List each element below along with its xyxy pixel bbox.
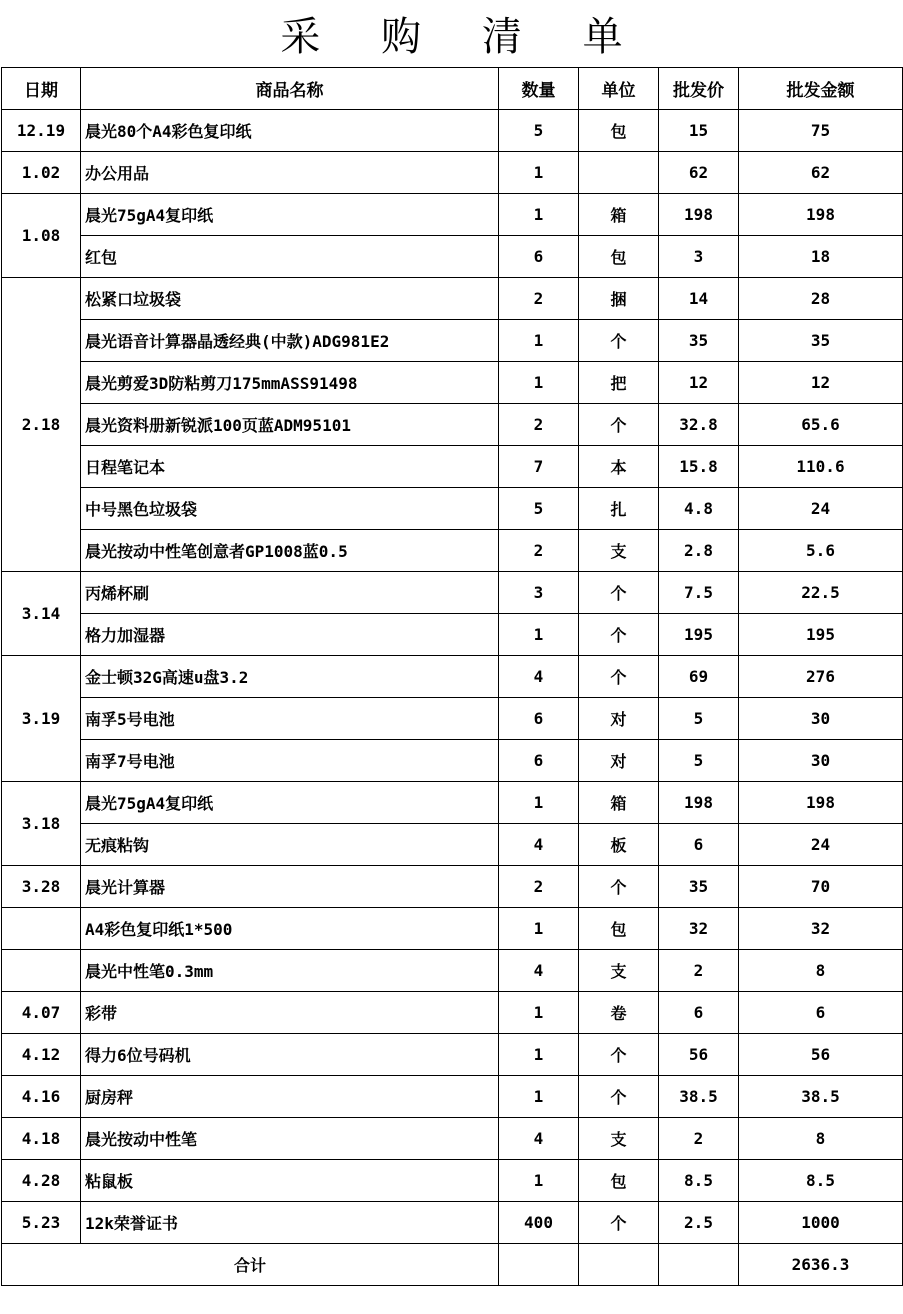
table-row <box>2 866 903 908</box>
date-cell: 4.16 <box>2 1076 81 1118</box>
item-name-cell: 厨房秤 <box>81 1076 499 1118</box>
amount-cell: 22.5 <box>739 572 903 614</box>
quantity-cell: 4 <box>499 824 579 866</box>
table-row <box>2 194 903 236</box>
item-name-cell: 南孚5号电池 <box>81 698 499 740</box>
price-cell: 7.5 <box>659 572 739 614</box>
unit-cell: 个 <box>579 1076 659 1118</box>
price-cell: 14 <box>659 278 739 320</box>
price-cell: 3 <box>659 236 739 278</box>
amount-cell: 276 <box>739 656 903 698</box>
quantity-cell: 2 <box>499 278 579 320</box>
table-row <box>2 446 903 488</box>
item-name-cell: 晨光计算器 <box>81 866 499 908</box>
table-row <box>2 572 903 614</box>
table-row <box>2 1160 903 1202</box>
item-name-cell: 办公用品 <box>81 152 499 194</box>
table-row <box>2 278 903 320</box>
header-name: 商品名称 <box>81 68 499 110</box>
amount-cell: 28 <box>739 278 903 320</box>
quantity-cell: 2 <box>499 866 579 908</box>
table-row <box>2 740 903 782</box>
unit-cell: 对 <box>579 698 659 740</box>
item-name-cell: A4彩色复印纸1*500 <box>81 908 499 950</box>
table-row <box>2 320 903 362</box>
date-cell: 12.19 <box>2 110 81 152</box>
item-name-cell: 晨光80个A4彩色复印纸 <box>81 110 499 152</box>
quantity-cell: 1 <box>499 908 579 950</box>
item-name-cell: 晨光按动中性笔 <box>81 1118 499 1160</box>
item-name-cell: 南孚7号电池 <box>81 740 499 782</box>
date-cell: 3.14 <box>2 572 81 656</box>
price-cell: 35 <box>659 866 739 908</box>
quantity-cell: 1 <box>499 1034 579 1076</box>
header-unit: 单位 <box>579 68 659 110</box>
table-row <box>2 110 903 152</box>
unit-cell: 个 <box>579 866 659 908</box>
page-title: 采 购 清 单 <box>280 14 647 60</box>
quantity-cell: 1 <box>499 194 579 236</box>
date-cell: 3.18 <box>2 782 81 866</box>
quantity-cell: 5 <box>499 488 579 530</box>
unit-cell: 包 <box>579 1160 659 1202</box>
item-name-cell: 中号黑色垃圾袋 <box>81 488 499 530</box>
amount-cell: 32 <box>739 908 903 950</box>
price-cell: 12 <box>659 362 739 404</box>
item-name-cell: 日程笔记本 <box>81 446 499 488</box>
unit-cell: 支 <box>579 1118 659 1160</box>
amount-cell: 70 <box>739 866 903 908</box>
amount-cell: 24 <box>739 488 903 530</box>
unit-cell: 个 <box>579 1202 659 1244</box>
quantity-cell: 2 <box>499 530 579 572</box>
price-cell: 5 <box>659 698 739 740</box>
price-cell: 2 <box>659 1118 739 1160</box>
item-name-cell: 晨光中性笔0.3mm <box>81 950 499 992</box>
amount-cell: 65.6 <box>739 404 903 446</box>
amount-cell: 35 <box>739 320 903 362</box>
amount-cell: 30 <box>739 698 903 740</box>
table-row <box>2 908 903 950</box>
date-cell: 1.02 <box>2 152 81 194</box>
unit-cell: 个 <box>579 1034 659 1076</box>
amount-cell: 62 <box>739 152 903 194</box>
table-row <box>2 614 903 656</box>
header-qty: 数量 <box>499 68 579 110</box>
price-cell: 8.5 <box>659 1160 739 1202</box>
date-cell: 5.23 <box>2 1202 81 1244</box>
unit-cell: 包 <box>579 908 659 950</box>
price-cell: 2.5 <box>659 1202 739 1244</box>
table-row <box>2 992 903 1034</box>
price-cell: 195 <box>659 614 739 656</box>
total-row <box>2 1244 903 1286</box>
price-cell: 56 <box>659 1034 739 1076</box>
date-cell: 2.18 <box>2 278 81 572</box>
price-cell: 198 <box>659 782 739 824</box>
price-cell: 4.8 <box>659 488 739 530</box>
amount-cell: 18 <box>739 236 903 278</box>
price-cell: 32.8 <box>659 404 739 446</box>
table-row <box>2 404 903 446</box>
unit-cell: 捆 <box>579 278 659 320</box>
amount-cell: 56 <box>739 1034 903 1076</box>
item-name-cell: 晨光75gA4复印纸 <box>81 782 499 824</box>
item-name-cell: 无痕粘钩 <box>81 824 499 866</box>
item-name-cell: 晨光按动中性笔创意者GP1008蓝0.5 <box>81 530 499 572</box>
table-row <box>2 1118 903 1160</box>
date-cell: 3.19 <box>2 656 81 782</box>
table-row <box>2 824 903 866</box>
table-row <box>2 362 903 404</box>
date-cell: 4.12 <box>2 1034 81 1076</box>
table-row <box>2 1076 903 1118</box>
date-cell: 1.08 <box>2 194 81 278</box>
item-name-cell: 得力6位号码机 <box>81 1034 499 1076</box>
price-cell: 6 <box>659 824 739 866</box>
table-row <box>2 152 903 194</box>
header-row <box>2 68 903 110</box>
price-cell: 15 <box>659 110 739 152</box>
table-footer <box>2 1244 903 1286</box>
purchase-table <box>1 67 903 1286</box>
amount-cell: 198 <box>739 194 903 236</box>
table-row <box>2 530 903 572</box>
quantity-cell: 6 <box>499 698 579 740</box>
item-name-cell: 彩带 <box>81 992 499 1034</box>
amount-cell: 198 <box>739 782 903 824</box>
quantity-cell: 2 <box>499 404 579 446</box>
unit-cell: 把 <box>579 362 659 404</box>
price-cell: 5 <box>659 740 739 782</box>
item-name-cell: 12k荣誉证书 <box>81 1202 499 1244</box>
quantity-cell: 1 <box>499 614 579 656</box>
total-label: 合计 <box>2 1244 499 1286</box>
table-body <box>2 110 903 1244</box>
amount-cell: 8 <box>739 1118 903 1160</box>
unit-cell: 箱 <box>579 194 659 236</box>
amount-cell: 38.5 <box>739 1076 903 1118</box>
item-name-cell: 松紧口垃圾袋 <box>81 278 499 320</box>
date-cell <box>2 908 81 950</box>
unit-cell: 卷 <box>579 992 659 1034</box>
date-cell: 4.28 <box>2 1160 81 1202</box>
quantity-cell: 1 <box>499 362 579 404</box>
unit-cell <box>579 152 659 194</box>
total-amount: 2636.3 <box>739 1244 903 1286</box>
quantity-cell: 6 <box>499 740 579 782</box>
total-empty-cell <box>499 1244 579 1286</box>
quantity-cell: 1 <box>499 1160 579 1202</box>
quantity-cell: 1 <box>499 992 579 1034</box>
unit-cell: 个 <box>579 656 659 698</box>
quantity-cell: 1 <box>499 152 579 194</box>
amount-cell: 24 <box>739 824 903 866</box>
price-cell: 32 <box>659 908 739 950</box>
table-row <box>2 1034 903 1076</box>
unit-cell: 个 <box>579 572 659 614</box>
unit-cell: 箱 <box>579 782 659 824</box>
date-cell: 4.07 <box>2 992 81 1034</box>
item-name-cell: 晨光剪爱3D防粘剪刀175mmASS91498 <box>81 362 499 404</box>
item-name-cell: 晨光75gA4复印纸 <box>81 194 499 236</box>
quantity-cell: 4 <box>499 1118 579 1160</box>
quantity-cell: 400 <box>499 1202 579 1244</box>
amount-cell: 6 <box>739 992 903 1034</box>
unit-cell: 支 <box>579 530 659 572</box>
quantity-cell: 4 <box>499 656 579 698</box>
amount-cell: 1000 <box>739 1202 903 1244</box>
table-header <box>2 68 903 110</box>
quantity-cell: 6 <box>499 236 579 278</box>
item-name-cell: 晨光资料册新锐派100页蓝ADM95101 <box>81 404 499 446</box>
unit-cell: 本 <box>579 446 659 488</box>
item-name-cell: 红包 <box>81 236 499 278</box>
quantity-cell: 1 <box>499 1076 579 1118</box>
table-row <box>2 950 903 992</box>
date-cell: 3.28 <box>2 866 81 908</box>
date-cell: 4.18 <box>2 1118 81 1160</box>
table-row <box>2 656 903 698</box>
unit-cell: 个 <box>579 320 659 362</box>
unit-cell: 个 <box>579 404 659 446</box>
price-cell: 2.8 <box>659 530 739 572</box>
total-empty-cell <box>659 1244 739 1286</box>
quantity-cell: 5 <box>499 110 579 152</box>
unit-cell: 个 <box>579 614 659 656</box>
item-name-cell: 金士顿32G高速u盘3.2 <box>81 656 499 698</box>
header-date: 日期 <box>2 68 81 110</box>
table-row <box>2 782 903 824</box>
amount-cell: 110.6 <box>739 446 903 488</box>
total-empty-cell <box>579 1244 659 1286</box>
unit-cell: 对 <box>579 740 659 782</box>
amount-cell: 8 <box>739 950 903 992</box>
header-amount: 批发金额 <box>739 68 903 110</box>
date-cell <box>2 950 81 992</box>
quantity-cell: 3 <box>499 572 579 614</box>
price-cell: 15.8 <box>659 446 739 488</box>
quantity-cell: 1 <box>499 782 579 824</box>
amount-cell: 12 <box>739 362 903 404</box>
table-row <box>2 488 903 530</box>
unit-cell: 包 <box>579 110 659 152</box>
quantity-cell: 1 <box>499 320 579 362</box>
header-price: 批发价 <box>659 68 739 110</box>
price-cell: 62 <box>659 152 739 194</box>
item-name-cell: 格力加湿器 <box>81 614 499 656</box>
item-name-cell: 粘鼠板 <box>81 1160 499 1202</box>
unit-cell: 扎 <box>579 488 659 530</box>
unit-cell: 板 <box>579 824 659 866</box>
amount-cell: 30 <box>739 740 903 782</box>
amount-cell: 75 <box>739 110 903 152</box>
table-row <box>2 236 903 278</box>
amount-cell: 8.5 <box>739 1160 903 1202</box>
price-cell: 198 <box>659 194 739 236</box>
quantity-cell: 7 <box>499 446 579 488</box>
price-cell: 38.5 <box>659 1076 739 1118</box>
amount-cell: 5.6 <box>739 530 903 572</box>
unit-cell: 支 <box>579 950 659 992</box>
table-row <box>2 1202 903 1244</box>
amount-cell: 195 <box>739 614 903 656</box>
unit-cell: 包 <box>579 236 659 278</box>
price-cell: 6 <box>659 992 739 1034</box>
price-cell: 69 <box>659 656 739 698</box>
price-cell: 2 <box>659 950 739 992</box>
item-name-cell: 晨光语音计算器晶透经典(中款)ADG981E2 <box>81 320 499 362</box>
quantity-cell: 4 <box>499 950 579 992</box>
item-name-cell: 丙烯杯刷 <box>81 572 499 614</box>
table-row <box>2 698 903 740</box>
price-cell: 35 <box>659 320 739 362</box>
